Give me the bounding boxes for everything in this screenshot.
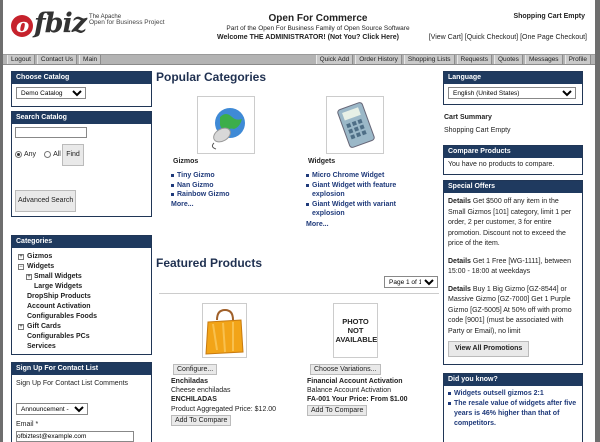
special-offers-title: Special Offers xyxy=(444,181,582,193)
one-page-checkout-link[interactable]: [One Page Checkout] xyxy=(520,34,587,41)
search-any-radio[interactable] xyxy=(15,151,22,158)
widgets-category-image[interactable] xyxy=(326,96,384,154)
nav-contact-us[interactable]: Contact Us xyxy=(37,55,77,64)
logo-o: o xyxy=(11,15,33,37)
special-offers-panel xyxy=(443,180,583,365)
nav-quotes[interactable]: Quotes xyxy=(494,55,523,64)
nav-shopping-lists[interactable]: Shopping Lists xyxy=(404,55,455,64)
widgets-item[interactable]: Giant Widget with feature explosion xyxy=(306,181,406,200)
category-configurables-pcs[interactable]: Configurables PCs xyxy=(27,333,90,340)
gizmos-item[interactable]: Rainbow Gizmo xyxy=(171,190,230,200)
catalog-select[interactable] xyxy=(16,87,86,99)
quick-checkout-link[interactable]: [Quick Checkout] xyxy=(464,34,519,41)
advanced-search-button[interactable]: Advanced Search xyxy=(15,190,76,212)
category-account-activation[interactable]: Account Activation xyxy=(27,303,91,310)
nav-profile[interactable]: Profile xyxy=(565,55,591,64)
gizmos-item-list xyxy=(171,171,230,200)
language-select[interactable] xyxy=(448,87,576,99)
contact-list-select[interactable] xyxy=(16,403,88,415)
search-catalog-panel xyxy=(11,111,152,217)
logo-tagline xyxy=(89,14,169,26)
offer-item: Details Get 1 Free [WG-1111], between 15:00 - 18:00 at weekdays xyxy=(448,257,571,275)
store-tagline: Part of the Open For Business Family of Open Source Software xyxy=(226,25,410,32)
category-configurables-foods[interactable]: Configurables Foods xyxy=(27,313,97,320)
main-navigation xyxy=(3,54,595,65)
category-tree xyxy=(16,252,147,352)
expand-icon[interactable]: + xyxy=(19,324,23,330)
email-field[interactable] xyxy=(16,431,134,442)
product-description: Balance Account Activation xyxy=(307,387,392,394)
search-any-label: Any xyxy=(24,151,37,158)
expand-icon[interactable]: + xyxy=(19,254,23,260)
signup-panel xyxy=(11,362,152,442)
compare-products-title: Compare Products xyxy=(444,146,582,158)
choose-catalog-panel xyxy=(11,71,152,107)
cart-status: Shopping Cart Empty xyxy=(513,13,585,20)
signup-subtitle: Sign Up For Contact List Comments xyxy=(16,380,129,387)
nav-left xyxy=(7,55,103,64)
fact-item: The resale value of widgets after five years is 46% higher than that of competitors. xyxy=(448,399,578,429)
nav-messages[interactable]: Messages xyxy=(525,55,563,64)
did-you-know-title: Did you know? xyxy=(444,374,582,386)
globe-mouse-icon xyxy=(198,97,254,153)
categories-panel xyxy=(11,235,152,355)
widgets-category-title[interactable]: Widgets xyxy=(308,158,336,165)
search-catalog-title: Search Catalog xyxy=(12,112,151,124)
logo-tag-line1: The Apache xyxy=(89,14,122,20)
product-price: FA-001 Your Price: From $1.00 xyxy=(307,396,408,403)
gizmos-item[interactable]: Tiny Gizmo xyxy=(171,171,230,181)
offer-details-link[interactable]: Details xyxy=(448,257,471,265)
financial-activation-image[interactable] xyxy=(333,303,378,358)
featured-products-title: Featured Products xyxy=(156,256,263,270)
nav-order-history[interactable]: Order History xyxy=(355,55,402,64)
language-panel xyxy=(443,71,583,105)
product-name[interactable]: Financial Account Activation xyxy=(307,378,403,385)
view-cart-link[interactable]: [View Cart] xyxy=(428,34,463,41)
search-all-radio[interactable] xyxy=(44,151,51,158)
add-to-compare-button[interactable]: Add To Compare xyxy=(307,405,367,416)
language-title: Language xyxy=(444,72,582,84)
collapse-icon[interactable]: − xyxy=(19,264,23,270)
category-widgets[interactable]: − Widgets xyxy=(19,263,55,270)
cart-summary-text: Shopping Cart Empty xyxy=(444,127,511,134)
calculator-icon xyxy=(327,97,383,153)
cart-summary-title: Cart Summary xyxy=(444,114,492,121)
offer-details-link[interactable]: Details xyxy=(448,198,471,205)
welcome-message[interactable]: Welcome THE ADMINISTRATOR! (Not You? Click Here) xyxy=(217,34,399,41)
search-input[interactable] xyxy=(15,127,87,138)
fact-item: Widgets outsell gizmos 2:1 xyxy=(448,389,578,399)
enchiladas-image[interactable] xyxy=(202,303,247,358)
signup-title: Sign Up For Contact List xyxy=(12,363,151,375)
categories-title: Categories xyxy=(12,236,151,248)
popular-categories-title: Popular Categories xyxy=(156,70,267,84)
page xyxy=(3,0,595,442)
search-find-button[interactable]: Find xyxy=(62,144,84,166)
product-price: Product Aggregated Price: $12.00 xyxy=(171,406,277,413)
category-gizmos[interactable]: + Gizmos xyxy=(19,253,53,260)
widgets-item[interactable]: Micro Chrome Widget xyxy=(306,171,406,181)
product-id: ENCHILADAS xyxy=(171,396,217,403)
widgets-item[interactable]: Giant Widget with variant explosion xyxy=(306,200,406,219)
logo-mark xyxy=(11,8,86,39)
gizmos-category-image[interactable] xyxy=(197,96,255,154)
add-to-compare-button[interactable]: Add To Compare xyxy=(171,415,231,426)
page-select[interactable] xyxy=(384,276,438,288)
compare-products-panel xyxy=(443,145,583,175)
offer-item: Details Get $500 off any item in the Small Gizmos [101] category, limit 1 per order, 2 per customer, 3 for entire promotion. Discount not to exceed the price of the item. xyxy=(448,198,572,247)
product-description: Cheese enchiladas xyxy=(171,387,231,394)
header xyxy=(3,0,595,52)
nav-right xyxy=(316,55,593,64)
nav-main[interactable]: Main xyxy=(79,55,101,64)
gizmos-item[interactable]: Nan Gizmo xyxy=(171,181,230,191)
category-small-widgets[interactable]: + Small Widgets xyxy=(27,273,82,280)
search-all-label: All xyxy=(53,151,61,158)
category-large-widgets[interactable]: Large Widgets xyxy=(34,283,83,290)
divider xyxy=(159,293,439,294)
widgets-item-list xyxy=(306,171,406,219)
ofbiz-logo[interactable] xyxy=(11,8,165,40)
category-dropship-products[interactable]: DropShip Products xyxy=(27,293,91,300)
gizmos-more-link[interactable]: More... xyxy=(171,201,194,208)
view-all-promotions-button[interactable]: View All Promotions xyxy=(448,341,529,357)
category-services[interactable]: Services xyxy=(27,343,56,350)
shopping-bag-icon xyxy=(203,304,246,357)
choose-catalog-title: Choose Catalog xyxy=(12,72,151,84)
nav-logout[interactable]: Logout xyxy=(7,55,35,64)
choose-variations-button[interactable]: Choose Variations... xyxy=(310,364,381,375)
configure-button[interactable]: Configure... xyxy=(173,364,217,375)
did-you-know-list xyxy=(444,386,582,432)
store-name: Open For Commerce xyxy=(268,13,368,24)
nav-requests[interactable]: Requests xyxy=(457,55,492,64)
logo-tag-line2: Open for Business Project xyxy=(89,19,165,26)
photo-not-available-text: PHOTO NOT AVAILABLE xyxy=(335,317,378,344)
offer-item: Details Buy 1 Big Gizmo [GZ-8544] or Massive Gizmo [GZ-7000] Get 1 Purple Gizmo [GZ-5005] At 50% off with promo code [9001] (must be associated with Party or Email), no limit xyxy=(448,285,572,335)
logo-text: fbiz xyxy=(34,8,87,39)
email-label: Email * xyxy=(16,421,39,428)
category-gift-cards[interactable]: + Gift Cards xyxy=(19,323,61,330)
cart-links xyxy=(429,34,587,41)
nav-quick-add[interactable]: Quick Add xyxy=(316,55,354,64)
product-name[interactable]: Enchiladas xyxy=(171,378,208,385)
gizmos-category-title[interactable]: Gizmos xyxy=(173,158,199,165)
compare-products-text: You have no products to compare. xyxy=(448,161,555,168)
did-you-know-panel xyxy=(443,373,583,442)
expand-icon[interactable]: + xyxy=(27,274,31,280)
offer-details-link[interactable]: Details xyxy=(448,285,471,293)
widgets-more-link[interactable]: More... xyxy=(306,221,329,228)
